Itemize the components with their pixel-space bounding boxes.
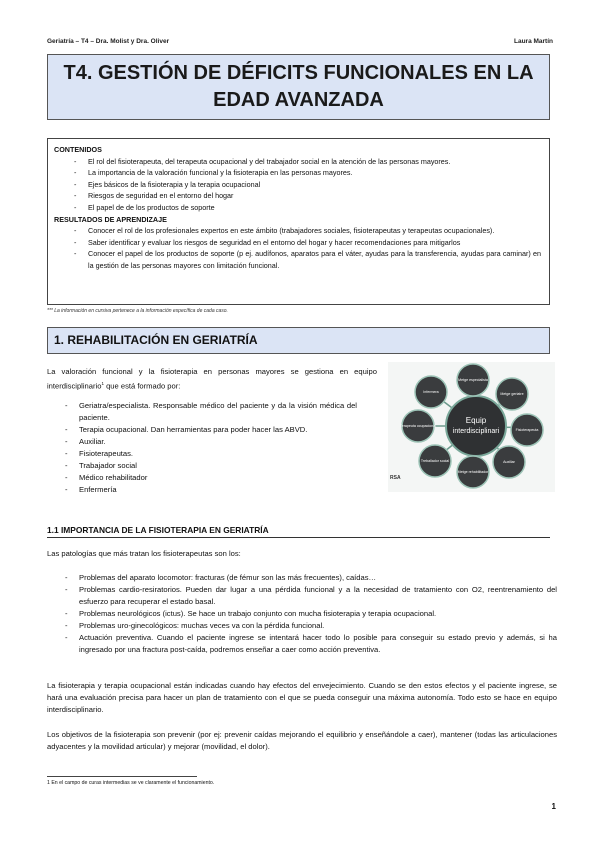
running-header-left: Geriatría – T4 – Dra. Molist y Dra. Oliver bbox=[47, 38, 170, 45]
title-line-2: EDAD AVANZADA bbox=[213, 89, 384, 111]
list-item: - Problemas uro-ginecológicos: muchas veces va con la pérdida funcional. bbox=[65, 620, 557, 632]
intro-text-end: que está formado por: bbox=[103, 381, 181, 391]
node-label: Fisioterapeuta bbox=[515, 428, 539, 432]
node-label: Infermera bbox=[423, 390, 439, 394]
figure-side-tag: RSA bbox=[390, 475, 401, 481]
team-members-list bbox=[65, 400, 357, 496]
results-item: - Conocer el rol de los profesionales expertos en este ámbito (trabajadores sociales, fisioterapeutas y terapeutas ocupacionales). bbox=[74, 225, 541, 237]
node-label: Auxiliar bbox=[503, 460, 515, 464]
interdisciplinary-team-diagram bbox=[388, 362, 555, 492]
results-list bbox=[54, 225, 541, 271]
list-item: - Actuación preventiva. Cuando el paciente ingrese se intentará hacer todo lo posible para conseguir su estado previo y además, si ha ingresado por una fractura post-caída, podremos enseñar a caer como acción preventiva. bbox=[65, 632, 557, 656]
list-item: - Enfermería bbox=[65, 484, 357, 496]
page-title bbox=[63, 60, 533, 114]
list-item: - Auxiliar. bbox=[65, 436, 357, 448]
contents-list bbox=[54, 156, 541, 214]
contents-item: - Ejes básicos de la fisioterapia y la terapia ocupacional bbox=[74, 179, 541, 191]
contents-item: - El rol del fisioterapeuta, del terapeuta ocupacional y del trabajador social en la atención de las personas mayores. bbox=[74, 156, 541, 168]
contents-item: - El papel de de los productos de soporte bbox=[74, 202, 541, 214]
running-header-right: Laura Martín bbox=[513, 38, 553, 45]
footnote-ref: 1 bbox=[101, 381, 104, 386]
center-label-1: Equip bbox=[465, 416, 487, 425]
list-item: - Fisioterapeutas. bbox=[65, 448, 357, 460]
node-label: Treballador social bbox=[420, 459, 450, 463]
list-item: - Trabajador social bbox=[65, 460, 357, 472]
node-label: Metge geriatre bbox=[500, 392, 524, 396]
paragraph: La fisioterapia y terapia ocupacional están indicadas cuando hay efectos del envejecimiento. Cuando se den estos efectos y el paciente ingrese, se hará una evaluación precisa para hacer un plan de tratamiento con el que se pueda conseguir una máxima autonomía. Todo esto se hace en equipo interdisciplinario. bbox=[47, 681, 557, 714]
paragraph: Los objetivos de la fisioterapia son prevenir (por ej: prevenir caídas mejorando el equilibrio y enseñándole a caer), mantener (todas las articulaciones adyacentes y la movilidad articular) y mejorar (movilidad, el dolor). bbox=[47, 730, 557, 751]
pathologies-list bbox=[65, 572, 557, 656]
pathologies-lead: Las patologías que más tratan los fisioterapeutas son los: bbox=[47, 549, 241, 558]
list-item: - Problemas cardio-resiratorios. Pueden dar lugar a una pérdida funcional y a la necesidad de tratamiento con O2, reentrenamiento del esfuerzo para recuperar el estado basal. bbox=[65, 584, 557, 608]
results-item: - Saber identificar y evaluar los riesgos de seguridad en el entorno del hogar y hacer recomendaciones para mitigarlos bbox=[74, 237, 541, 249]
node-label: Terapeuta ocupacional bbox=[399, 424, 437, 428]
list-item: - Terapia ocupacional. Dan herramientas para poder hacer las ABVD. bbox=[65, 424, 357, 436]
title-line-1: T4. GESTIÓN DE DÉFICITS FUNCIONALES EN LA bbox=[63, 62, 534, 84]
title-banner bbox=[47, 54, 550, 120]
node-label: Metge rehabilitador bbox=[457, 470, 489, 474]
list-item: - Geriatra/especialista. Responsable médico del paciente y da la visión médica del paciente. bbox=[65, 400, 357, 424]
footnote-divider bbox=[47, 776, 197, 777]
footnote: 1 En el campo de curas intermedias se ve claramente el funcionamiento. bbox=[47, 780, 215, 786]
intro-text: La valoración funcional y la fisioterapia en personas mayores se gestiona en equipo interdisciplinario bbox=[47, 367, 377, 391]
section-1-heading: 1. REHABILITACIÓN EN GERIATRÍA bbox=[47, 327, 550, 354]
contents-heading: CONTENIDOS bbox=[54, 145, 102, 154]
contents-item: - La importancia de la valoración funcional y la fisioterapia en las personas mayores. bbox=[74, 167, 541, 179]
list-item: - Problemas neurológicos (ictus). Se hace un trabajo conjunto con mucha fisioterapia y terapia ocupacional. bbox=[65, 608, 557, 620]
results-item: - Conocer el papel de los productos de soporte (p ej. audífonos, aparatos para el váter, ayudas para la transferencia, ayudas para caminar) en la gestión de las personas mayores con limitación funcional. bbox=[74, 248, 541, 271]
section-1-1-heading: 1.1 IMPORTANCIA DE LA FISIOTERAPIA EN GERIATRÍA bbox=[47, 525, 550, 538]
objectives-box bbox=[47, 138, 550, 305]
list-item: - Médico rehabilitador bbox=[65, 472, 357, 484]
results-heading: RESULTADOS DE APRENDIZAJE bbox=[54, 214, 167, 224]
center-node bbox=[446, 396, 506, 456]
contents-item: - Riesgos de seguridad en el entorno del hogar bbox=[74, 190, 541, 202]
page-number: 1 bbox=[551, 802, 556, 811]
node-label: Metge especialista bbox=[458, 378, 488, 382]
italic-note: *** La información en cursiva pertenece a la información específica de cada caso. bbox=[47, 308, 228, 314]
section-1-intro bbox=[47, 366, 377, 393]
list-item: - Problemas del aparato locomotor: fracturas (de fémur son las más frecuentes), caídas… bbox=[65, 572, 557, 584]
center-label-2: interdisciplinari bbox=[452, 428, 500, 435]
